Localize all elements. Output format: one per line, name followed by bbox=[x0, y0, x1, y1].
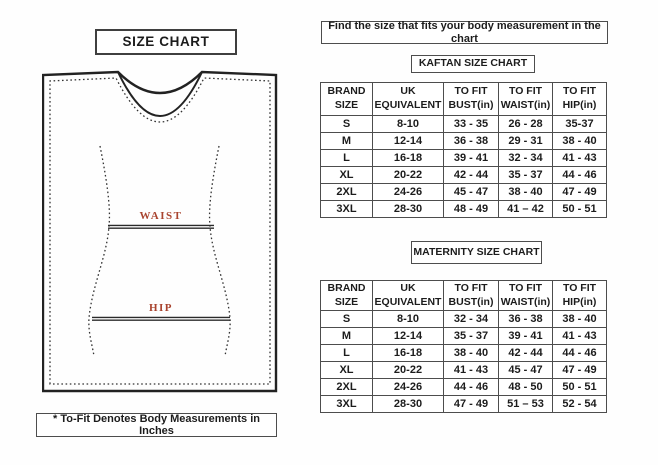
column-header: TO FIT WAIST(in) bbox=[499, 83, 553, 116]
table-cell: 48 - 49 bbox=[444, 201, 499, 218]
table-row bbox=[321, 328, 607, 345]
table-cell: 35 - 37 bbox=[499, 167, 553, 184]
table-cell: 41 - 43 bbox=[553, 150, 607, 167]
kaftan-chart-title-text: KAFTAN SIZE CHART bbox=[418, 57, 528, 70]
table-cell: 42 - 44 bbox=[444, 167, 499, 184]
kaftan-outline bbox=[43, 72, 276, 391]
table-cell: 45 - 47 bbox=[499, 362, 553, 379]
kaftan-size-table bbox=[320, 82, 607, 218]
table-cell: 28-30 bbox=[373, 396, 444, 413]
page-title-text: SIZE CHART bbox=[122, 33, 210, 49]
column-header: TO FIT HIP(in) bbox=[553, 83, 607, 116]
table-row bbox=[321, 362, 607, 379]
table-cell: 39 - 41 bbox=[499, 328, 553, 345]
seam-dotted-outline bbox=[50, 78, 270, 384]
table-cell: 38 - 40 bbox=[553, 311, 607, 328]
column-header: TO FIT WAIST(in) bbox=[499, 281, 553, 311]
header-row bbox=[321, 83, 607, 116]
table-cell: 35 - 37 bbox=[444, 328, 499, 345]
table-cell: S bbox=[321, 116, 373, 133]
table-cell: XL bbox=[321, 167, 373, 184]
table-cell: 35-37 bbox=[553, 116, 607, 133]
table-row bbox=[321, 116, 607, 133]
table-cell: S bbox=[321, 311, 373, 328]
table-row bbox=[321, 184, 607, 201]
table-cell: 3XL bbox=[321, 201, 373, 218]
table-cell: 32 - 34 bbox=[499, 150, 553, 167]
table-cell: L bbox=[321, 345, 373, 362]
maternity-chart-title bbox=[411, 241, 542, 264]
table-cell: 16-18 bbox=[373, 345, 444, 362]
table-row bbox=[321, 345, 607, 362]
table-cell: 47 - 49 bbox=[553, 362, 607, 379]
column-header: UK EQUIVALENT bbox=[373, 281, 444, 311]
table-row bbox=[321, 379, 607, 396]
table-row bbox=[321, 396, 607, 413]
body-silhouette-left bbox=[89, 146, 110, 356]
table-cell: 12-14 bbox=[373, 328, 444, 345]
column-header: TO FIT HIP(in) bbox=[553, 281, 607, 311]
table-cell: 36 - 38 bbox=[499, 311, 553, 328]
table-row bbox=[321, 133, 607, 150]
table-cell: 44 - 46 bbox=[553, 345, 607, 362]
table-cell: 3XL bbox=[321, 396, 373, 413]
table-row bbox=[321, 201, 607, 218]
table-cell: 2XL bbox=[321, 184, 373, 201]
table-cell: 45 - 47 bbox=[444, 184, 499, 201]
table-cell: 26 - 28 bbox=[499, 116, 553, 133]
table-cell: 12-14 bbox=[373, 133, 444, 150]
table-cell: 38 - 40 bbox=[444, 345, 499, 362]
table-cell: 36 - 38 bbox=[444, 133, 499, 150]
table-cell: 28-30 bbox=[373, 201, 444, 218]
table-cell: 33 - 35 bbox=[444, 116, 499, 133]
kaftan-diagram bbox=[42, 68, 278, 393]
column-header: UK EQUIVALENT bbox=[373, 83, 444, 116]
table-cell: 8-10 bbox=[373, 116, 444, 133]
waist-line bbox=[108, 225, 214, 228]
footnote bbox=[36, 413, 277, 437]
table-cell: 8-10 bbox=[373, 311, 444, 328]
header-row bbox=[321, 281, 607, 311]
table-cell: 52 - 54 bbox=[553, 396, 607, 413]
table-cell: 20-22 bbox=[373, 167, 444, 184]
instruction-text: Find the size that fits your body measurement in the chart bbox=[328, 20, 601, 45]
table-cell: M bbox=[321, 133, 373, 150]
page-title bbox=[95, 29, 237, 55]
table-cell: 32 - 34 bbox=[444, 311, 499, 328]
hip-label: HIP bbox=[148, 302, 174, 314]
table-cell: 51 – 53 bbox=[499, 396, 553, 413]
table-row bbox=[321, 150, 607, 167]
table-row bbox=[321, 167, 607, 184]
table-cell: 38 - 40 bbox=[499, 184, 553, 201]
table-cell: 47 - 49 bbox=[444, 396, 499, 413]
table-cell: 48 - 50 bbox=[499, 379, 553, 396]
table-cell: 39 - 41 bbox=[444, 150, 499, 167]
instruction-banner bbox=[321, 21, 608, 44]
table-row bbox=[321, 311, 607, 328]
table-cell: 38 - 40 bbox=[553, 133, 607, 150]
table-cell: 24-26 bbox=[373, 184, 444, 201]
table-cell: 42 - 44 bbox=[499, 345, 553, 362]
column-header: BRAND SIZE bbox=[321, 83, 373, 116]
table-cell: 24-26 bbox=[373, 379, 444, 396]
column-header: BRAND SIZE bbox=[321, 281, 373, 311]
kaftan-chart-title bbox=[411, 55, 535, 73]
body-silhouette-right bbox=[210, 146, 231, 356]
table-cell: 41 - 43 bbox=[444, 362, 499, 379]
table-cell: 41 – 42 bbox=[499, 201, 553, 218]
table-cell: 44 - 46 bbox=[444, 379, 499, 396]
hip-line bbox=[92, 317, 230, 320]
table-cell: 16-18 bbox=[373, 150, 444, 167]
table-cell: 47 - 49 bbox=[553, 184, 607, 201]
table-cell: 2XL bbox=[321, 379, 373, 396]
table-cell: 20-22 bbox=[373, 362, 444, 379]
table-cell: M bbox=[321, 328, 373, 345]
table-cell: 29 - 31 bbox=[499, 133, 553, 150]
waist-label: WAIST bbox=[139, 210, 183, 222]
column-header: TO FIT BUST(in) bbox=[444, 83, 499, 116]
table-cell: 41 - 43 bbox=[553, 328, 607, 345]
table-cell: 50 - 51 bbox=[553, 201, 607, 218]
table-cell: 44 - 46 bbox=[553, 167, 607, 184]
footnote-text: * To-Fit Denotes Body Measurements in Inches bbox=[53, 412, 260, 437]
maternity-chart-title-text: MATERNITY SIZE CHART bbox=[413, 245, 540, 258]
column-header: TO FIT BUST(in) bbox=[444, 281, 499, 311]
table-cell: L bbox=[321, 150, 373, 167]
maternity-size-table bbox=[320, 280, 607, 413]
table-cell: 50 - 51 bbox=[553, 379, 607, 396]
table-cell: XL bbox=[321, 362, 373, 379]
